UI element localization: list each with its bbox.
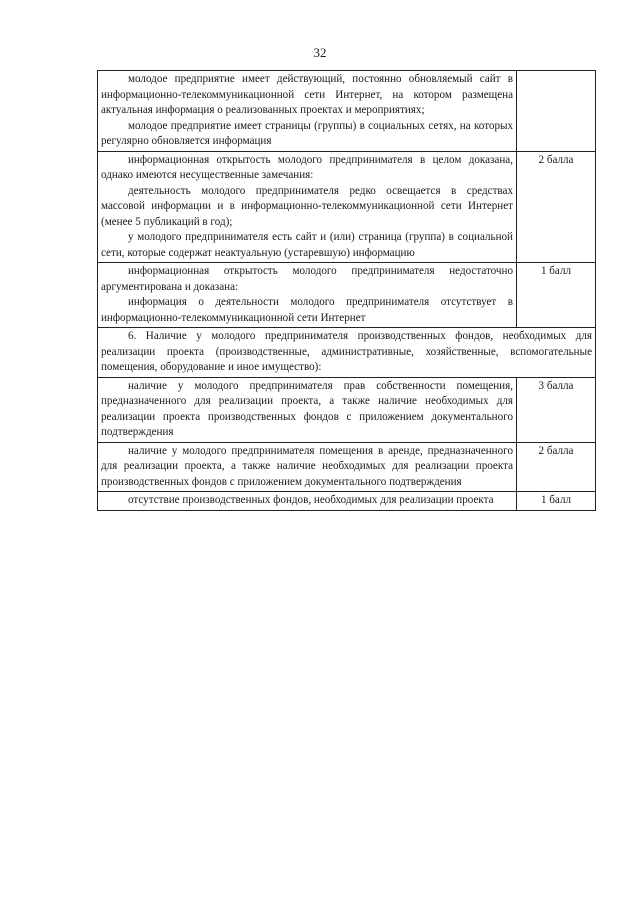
- section-header-row: [98, 328, 596, 378]
- criterion-paragraph: молодое предприятие имеет страницы (группы) в социальных сетях, на которых регулярно обновляется информация: [101, 119, 513, 147]
- criterion-description: [98, 151, 517, 263]
- criterion-description: [98, 263, 517, 328]
- page-number: 32: [313, 45, 327, 60]
- score-cell: 3 балла: [517, 377, 596, 442]
- criteria-table: [97, 70, 596, 511]
- criterion-paragraph: деятельность молодого предпринимателя редко освещается в средствах массовой информации и в информационно-телекоммуникационной сети Интернет (менее 5 публикаций в год);: [101, 184, 513, 228]
- criterion-paragraph: у молодого предпринимателя есть сайт и (или) страница (группа) в социальной сети, которые содержат неактуальную (устаревшую) информацию: [101, 231, 513, 259]
- criterion-paragraph: наличие у молодого предпринимателя помещения в аренде, предназначенного для реализации проекта, а также наличие необходимых для реализации проекта производственных фондов с приложением документального подтверждения: [101, 444, 513, 488]
- table-row: [98, 71, 596, 152]
- criterion-paragraph: информационная открытость молодого предпринимателя в целом доказана, однако имеются несущественные замечания:: [101, 153, 513, 181]
- criterion-description: [98, 442, 517, 492]
- table-row: [98, 377, 596, 442]
- section-title: 6. Наличие у молодого предпринимателя производственных фондов, необходимых для реализации проекта (производственные, административные, хозяйственные, вспомогательные помещения, оборудование и иное имущество):: [101, 330, 592, 373]
- table-row: [98, 263, 596, 328]
- criterion-description: [98, 492, 517, 511]
- criterion-paragraph: отсутствие производственных фондов, необходимых для реализации проекта: [128, 494, 494, 506]
- criterion-description: [98, 71, 517, 152]
- criterion-paragraph: наличие у молодого предпринимателя прав собственности помещения, предназначенного для реализации проекта, а также наличие необходимых для реализации проекта производственных фондов с приложением документального подтверждения: [101, 379, 513, 438]
- criterion-paragraph: информация о деятельности молодого предпринимателя отсутствует в информационно-телекоммуникационной сети Интернет: [101, 296, 513, 324]
- table-row: [98, 442, 596, 492]
- score-cell: 2 балла: [517, 151, 596, 263]
- criterion-paragraph: информационная открытость молодого предпринимателя недостаточно аргументирована и доказана:: [101, 265, 513, 293]
- score-cell: 1 балл: [517, 263, 596, 328]
- score-cell: 2 балла: [517, 442, 596, 492]
- score-cell: 1 балл: [517, 492, 596, 511]
- criterion-paragraph: молодое предприятие имеет действующий, постоянно обновляемый сайт в информационно-телекоммуникационной сети Интернет, на котором размещена актуальная информация о реализованных проектах и мероприятиях;: [101, 73, 513, 116]
- table-row: [98, 492, 596, 511]
- criterion-description: [98, 377, 517, 442]
- section-title-cell: [98, 328, 596, 378]
- table-row: [98, 151, 596, 263]
- score-cell: [517, 71, 596, 152]
